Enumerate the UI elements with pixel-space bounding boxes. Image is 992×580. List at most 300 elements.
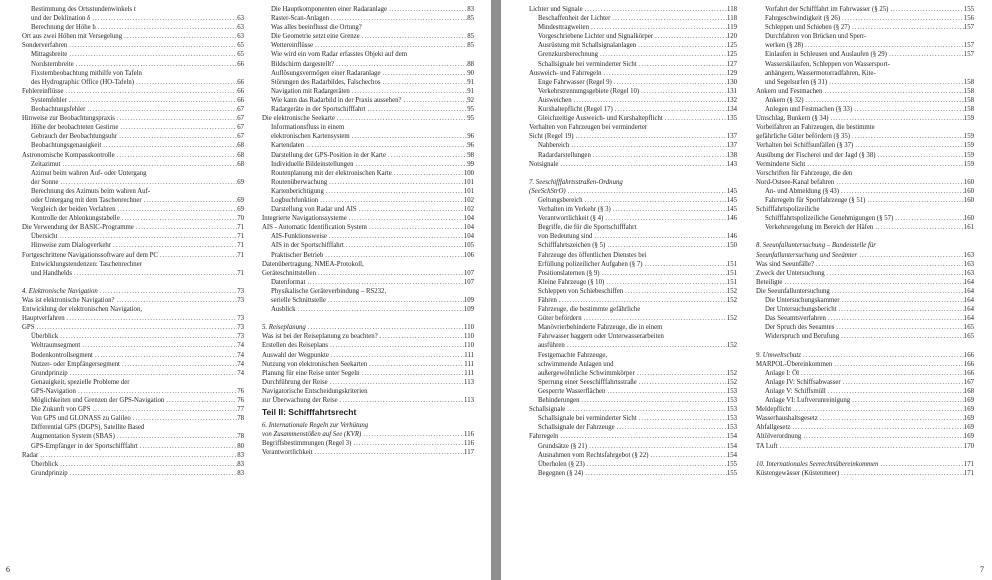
toc-page-number: 73 — [237, 315, 244, 323]
leader-dots — [611, 205, 727, 214]
toc-entry-title: Der Untersuchungsbericht — [765, 306, 837, 314]
toc-entry — [22, 351, 244, 360]
toc-page-number: 129 — [726, 69, 737, 77]
leader-dots — [38, 451, 237, 460]
toc-page-number: 105 — [463, 242, 474, 250]
toc-entry — [756, 60, 974, 69]
toc-entry — [529, 5, 737, 14]
leader-dots — [347, 214, 464, 223]
leader-dots — [857, 251, 964, 260]
toc-page-number: 85 — [467, 15, 474, 23]
toc-page-number: 73 — [237, 297, 244, 304]
toc-page-number: 110 — [464, 342, 474, 350]
toc-entry — [262, 169, 474, 178]
toc-entry — [529, 260, 737, 269]
toc-page-number: 164 — [963, 287, 974, 295]
toc-page-number: 65 — [237, 51, 244, 59]
leader-dots — [782, 278, 963, 287]
toc-entry — [529, 60, 737, 69]
toc-entry-title: Integrierte Navigationssysteme — [262, 215, 347, 223]
toc-entry — [529, 396, 737, 405]
toc-entry-title: Begriffsbestimmungen (Regel 3) — [262, 440, 352, 448]
toc-entry-title: AIS-Funktionsweise — [271, 233, 327, 241]
leader-dots — [825, 269, 964, 278]
toc-entry — [262, 387, 474, 396]
toc-entry — [22, 305, 244, 314]
toc-entry — [529, 460, 737, 469]
toc-entry-title: Sperrung einer Seeschifffahrtsstraße — [538, 378, 637, 386]
toc-entry-title: Anlage V: Schiffsmüll — [765, 387, 826, 395]
toc-entry — [22, 460, 244, 469]
toc-entry — [529, 50, 737, 59]
toc-entry-title: Fortgeschrittene Navigationssoftware auf dem PC — [22, 251, 158, 259]
leader-dots — [313, 448, 464, 457]
toc-entry-title: Fähren — [538, 297, 557, 304]
leader-dots — [592, 232, 726, 241]
toc-entry-title: Wasserhaushaltsgesetz — [756, 415, 818, 423]
toc-page-number: 71 — [237, 224, 244, 232]
toc-entry — [22, 205, 244, 214]
toc-page-number: 145 — [726, 196, 737, 204]
toc-page-number: 165 — [963, 333, 974, 341]
toc-page-number: 101 — [463, 178, 474, 186]
toc-page-number: 171 — [963, 460, 974, 468]
leader-dots — [318, 196, 464, 205]
toc-entry — [756, 387, 974, 396]
toc-entry — [756, 87, 974, 96]
toc-entry — [262, 214, 474, 223]
leader-dots — [360, 32, 468, 41]
toc-entry — [262, 296, 474, 305]
toc-entry-title: Ankern (§ 32) — [765, 96, 804, 104]
toc-entry-title: Küstengewässer (Küstenmeer) — [756, 469, 840, 477]
toc-entry-title: 9. Umweltschutz — [756, 351, 801, 359]
spacer — [756, 232, 974, 241]
leader-dots — [360, 369, 465, 378]
toc-entry-title: werken (§ 28) — [765, 42, 804, 50]
toc-entry-title: Kartenberichtigung — [271, 187, 324, 195]
toc-page-number: 138 — [726, 151, 737, 159]
leader-dots — [582, 314, 727, 323]
leader-dots — [850, 396, 964, 405]
toc-page-number: 164 — [963, 306, 974, 314]
toc-entry — [22, 87, 244, 96]
leader-dots — [115, 205, 237, 214]
toc-entry-title: Durchfahren von Brücken und Sperr- — [765, 33, 867, 41]
leader-dots — [134, 223, 237, 232]
toc-entry-title: Navigation mit Radargeräten — [271, 87, 350, 95]
toc-entry — [262, 41, 474, 50]
toc-page-number: 116 — [464, 431, 474, 439]
toc-entry-title: (SeeSchStrO) — [529, 187, 566, 195]
toc-page-number: 169 — [963, 433, 974, 441]
leader-dots — [122, 32, 237, 41]
toc-chapter-entry — [756, 241, 974, 250]
toc-page-number: 109 — [463, 306, 474, 314]
leader-dots — [598, 50, 727, 59]
toc-entry — [262, 351, 474, 360]
toc-entry-title: Überholen (§ 23) — [538, 460, 585, 468]
toc-page-number: 146 — [726, 233, 737, 241]
leader-dots — [115, 114, 237, 123]
toc-entry-title: 7. Seeschifffahrtsstraßen-Ordnung — [529, 178, 623, 186]
toc-entry — [22, 260, 244, 269]
toc-page-number: 152 — [726, 369, 737, 377]
toc-entry — [22, 50, 244, 59]
leader-dots — [74, 60, 238, 69]
toc-page-number: 110 — [464, 324, 474, 332]
leader-dots — [323, 251, 464, 260]
toc-entry-title: Genauigkeit, spezielle Probleme der — [31, 378, 130, 386]
toc-page-number: 145 — [726, 206, 737, 214]
leader-dots — [58, 460, 237, 469]
toc-entry — [756, 196, 974, 205]
leader-dots — [93, 351, 237, 360]
toc-page-number: 99 — [467, 160, 474, 168]
toc-entry — [756, 178, 974, 187]
toc-entry-title: Datenformat — [271, 278, 306, 286]
leader-dots — [587, 442, 727, 451]
leader-dots — [801, 351, 964, 360]
toc-chapter-entry — [756, 251, 974, 260]
toc-entry — [262, 50, 474, 59]
toc-entry — [529, 41, 737, 50]
toc-entry — [756, 14, 974, 23]
toc-chapter-entry — [262, 323, 474, 332]
toc-entry-title: Anlegen und Festmachen (§ 33) — [765, 106, 853, 114]
leader-dots — [158, 251, 237, 260]
toc-chapter-entry — [262, 430, 474, 439]
toc-entry-title: Bestimmung des Ortsstundenwinkels t — [31, 6, 136, 13]
toc-entry — [262, 132, 474, 141]
toc-entry — [262, 187, 474, 196]
toc-entry-title: Von GPS und GLONASS zu Galileo — [31, 415, 131, 423]
toc-entry-title: 4. Elektronische Navigation — [22, 287, 98, 295]
toc-entry — [22, 14, 244, 23]
toc-entry — [262, 232, 474, 241]
leader-dots — [778, 442, 964, 451]
toc-entry-title: Wettereinflüsse — [271, 42, 314, 50]
leader-dots — [663, 114, 727, 123]
toc-entry-title: schwimmende Anlagen und — [538, 360, 614, 368]
leader-dots — [605, 241, 726, 250]
toc-entry — [22, 123, 244, 132]
toc-page-number: 152 — [726, 378, 737, 386]
toc-page-number: 69 — [237, 178, 244, 186]
toc-page-number: 146 — [726, 215, 737, 223]
toc-page-number: 74 — [237, 351, 244, 359]
toc-page-number: 78 — [237, 433, 244, 441]
toc-entry — [22, 196, 244, 205]
toc-page-number: 111 — [464, 351, 474, 359]
toc-entry-title: Was alles beeinflusst die Ortung? — [271, 24, 362, 32]
toc-entry-title: Festgemachte Fahrzeuge, — [538, 351, 608, 359]
toc-entry — [22, 105, 244, 114]
toc-entry-title: Verantwortlichkeit — [262, 449, 313, 457]
toc-page-number: 159 — [963, 160, 974, 168]
toc-column-3 — [529, 5, 737, 478]
toc-page-number: 120 — [726, 33, 737, 41]
toc-entry — [756, 469, 974, 478]
leader-dots — [814, 260, 964, 269]
toc-page-number: 107 — [463, 278, 474, 286]
toc-page-number: 68 — [237, 151, 244, 159]
leader-dots — [306, 323, 464, 332]
toc-page-number: 137 — [726, 142, 737, 150]
leader-dots — [80, 341, 237, 350]
toc-entry — [529, 305, 737, 314]
toc-entry — [756, 305, 974, 314]
toc-page-number: 107 — [463, 269, 474, 277]
leader-dots — [834, 323, 964, 332]
leader-dots — [67, 41, 237, 50]
toc-entry — [529, 360, 737, 369]
leader-dots — [366, 105, 468, 114]
toc-entry-title: Vorfahrt der Schifffahrt im Fahrwasser (§ 25) — [765, 6, 889, 13]
toc-page-number: 67 — [237, 133, 244, 141]
toc-entry-title: Berechnung der Höhe h — [31, 24, 96, 32]
toc-page-number: 164 — [963, 315, 974, 323]
toc-entry-title: Nordsternbreite — [31, 60, 74, 68]
toc-entry — [529, 223, 737, 232]
toc-entry-title: Schallsignale der Fahrzeuge — [538, 424, 615, 432]
toc-page-number: 169 — [963, 406, 974, 414]
toc-page-number: 85 — [467, 33, 474, 41]
toc-entry-title: Fahrregeln — [529, 433, 559, 441]
toc-entry-title: Vorgeschriebene Lichter und Signalkörper — [538, 33, 654, 41]
toc-entry — [22, 41, 244, 50]
toc-page-number: 137 — [726, 133, 737, 141]
toc-page-number: 158 — [963, 78, 974, 86]
toc-page-number: 63 — [237, 33, 244, 41]
leader-dots — [324, 187, 464, 196]
toc-page-number: 153 — [726, 424, 737, 432]
leader-dots — [635, 369, 727, 378]
leader-dots — [887, 50, 964, 59]
toc-entry — [22, 60, 244, 69]
leader-dots — [653, 32, 727, 41]
toc-page-number: 152 — [726, 315, 737, 323]
spacer — [262, 314, 474, 323]
toc-entry-title: Planung für eine Reise unter Segeln — [262, 369, 360, 377]
toc-entry-title: Anlage VI: Luftverunreinigung — [765, 397, 851, 405]
toc-entry-title: Geräteschnittstellen — [262, 269, 316, 277]
toc-entry-title: Gebrauch der Beobachtungsuhr — [31, 133, 118, 141]
toc-entry — [756, 214, 974, 223]
toc-entry — [529, 160, 737, 169]
toc-entry — [529, 414, 737, 423]
right-page — [501, 0, 992, 580]
toc-entry-title: Die elektronische Seekarte — [262, 115, 335, 123]
toc-entry-title: Vorschriften für Fahrzeuge, die den — [756, 169, 853, 177]
toc-entry-title: des Hydrographic Office (HO-Tafeln) — [31, 78, 135, 86]
toc-entry — [529, 114, 737, 123]
toc-page-number: 95 — [467, 106, 474, 114]
toc-entry-title: Praktischer Betrieb — [271, 251, 324, 259]
leader-dots — [636, 41, 727, 50]
toc-entry — [756, 123, 974, 132]
toc-entry — [529, 132, 737, 141]
toc-entry-title: Ausweichen — [538, 96, 572, 104]
toc-page-number: 118 — [727, 6, 737, 13]
spacer — [22, 278, 244, 287]
leader-dots — [839, 469, 964, 478]
toc-entry-title: Azimut beim wahren Auf- oder Untergang — [31, 169, 147, 177]
toc-entry-title: Schallsignale bei verminderter Sicht — [538, 60, 637, 68]
toc-page-number: 159 — [963, 142, 974, 150]
leader-dots — [367, 223, 464, 232]
toc-entry-title: Grundprinzip — [31, 369, 68, 377]
leader-dots — [565, 341, 727, 350]
toc-entry-title: Ausrüstung mit Schallsignalanlagen — [538, 42, 637, 50]
toc-page-number: 151 — [726, 260, 737, 268]
leader-dots — [572, 96, 727, 105]
toc-entry-title: Begriffe, die für die Sportschifffahrt — [538, 224, 637, 232]
toc-entry-title: Mindesttragweiten — [538, 24, 589, 32]
toc-entry-title: Grundsätze (§ 21) — [538, 442, 588, 450]
toc-page-number: 166 — [963, 360, 974, 368]
toc-entry-title: Individuelle Bildeinstellungen — [271, 160, 354, 168]
toc-page-number: 152 — [726, 287, 737, 295]
toc-entry — [262, 78, 474, 87]
leader-dots — [392, 169, 464, 178]
toc-entry-title: Schifffahrtszeichen (§ 5) — [538, 242, 606, 250]
toc-page-number: 95 — [467, 115, 474, 123]
toc-entry-title: Sicht (Regel 19) — [529, 133, 574, 141]
toc-page-number: 168 — [963, 387, 974, 395]
toc-entry — [756, 23, 974, 32]
toc-page-number: 74 — [237, 342, 244, 350]
toc-entry-title: Durchführung der Reise — [262, 378, 328, 386]
toc-entry — [22, 141, 244, 150]
leader-dots — [334, 60, 467, 69]
toc-entry-title: Ort aus zwei Höhen mit Versegelung — [22, 33, 123, 41]
leader-dots — [354, 160, 468, 169]
leader-dots — [98, 287, 237, 296]
toc-entry — [529, 278, 737, 287]
leader-dots — [350, 87, 467, 96]
leader-dots — [639, 87, 727, 96]
toc-entry — [22, 369, 244, 378]
toc-page-number: 153 — [726, 415, 737, 423]
spacer — [529, 169, 737, 178]
leader-dots — [888, 5, 963, 14]
toc-page-number: 100 — [463, 169, 474, 177]
leader-dots — [637, 378, 727, 387]
toc-entry-title: Erfüllung polizeilicher Aufgaben (§ 7) — [538, 260, 643, 268]
toc-entry-title: Was ist elektronische Navigation? — [22, 297, 115, 304]
leader-dots — [327, 232, 464, 241]
toc-entry-title: Die Zukunft von GPS — [31, 406, 91, 414]
toc-page-number: 73 — [237, 287, 244, 295]
leader-dots — [296, 305, 464, 314]
leader-dots — [826, 314, 964, 323]
toc-entry-title: Anlage IV: Schiffsabwasser — [765, 378, 841, 386]
leader-dots — [134, 78, 237, 87]
leader-dots — [115, 151, 238, 160]
toc-entry-title: und Handhelds — [31, 269, 72, 277]
toc-page-number: 96 — [467, 133, 474, 141]
toc-entry-title: Enge Fahrwasser (Regel 9) — [538, 78, 612, 86]
toc-entry-title: Kleine Fahrzeuge (§ 10) — [538, 278, 605, 286]
toc-entry-title: Zeitazimut — [31, 160, 61, 168]
toc-page-number: 127 — [726, 60, 737, 68]
toc-entry-title: Grenzkursberechnung — [538, 51, 599, 59]
toc-page-number: 63 — [237, 15, 244, 23]
toc-entry — [262, 160, 474, 169]
toc-entry — [262, 241, 474, 250]
toc-entry-title: Verkehrsregelung im Bereich der Häfen — [765, 224, 874, 232]
toc-page-number: 169 — [963, 424, 974, 432]
toc-entry — [756, 287, 974, 296]
toc-entry — [262, 178, 474, 187]
toc-entry — [756, 396, 974, 405]
toc-entry — [756, 160, 974, 169]
toc-entry-title: Verantwortlichkeit (§ 4) — [538, 215, 604, 223]
toc-entry-title: Fahrregeln für Sportfahrzeuge (§ 51) — [765, 196, 866, 204]
leader-dots — [120, 214, 237, 223]
leader-dots — [380, 69, 467, 78]
toc-page-number: 167 — [963, 378, 974, 386]
toc-page-number: 171 — [963, 469, 974, 477]
toc-entry — [262, 205, 474, 214]
leader-dots — [357, 205, 464, 214]
toc-entry — [529, 251, 737, 260]
toc-entry-title: elektronischen Kartensystem — [271, 133, 350, 141]
toc-page-number: 159 — [963, 115, 974, 123]
toc-page-number: 78 — [237, 415, 244, 423]
toc-entry — [22, 332, 244, 341]
toc-page-number: 125 — [726, 51, 737, 59]
leader-dots — [873, 223, 963, 232]
toc-page-number: 152 — [726, 297, 737, 304]
toc-page-number: 163 — [963, 260, 974, 268]
toc-entry-title: Möglichkeiten und Grenzen der GPS-Navigation — [31, 397, 165, 405]
toc-entry — [756, 323, 974, 332]
toc-entry-title: Altölverordnung — [756, 433, 802, 441]
toc-page-number: 113 — [464, 397, 474, 405]
toc-entry-title: TA Luft — [756, 442, 778, 450]
toc-chapter-entry — [262, 421, 474, 430]
toc-page-number: 66 — [237, 60, 244, 68]
toc-entry-title: Weltraumsegment — [31, 342, 81, 350]
toc-entry — [262, 32, 474, 41]
toc-page-number: 166 — [963, 369, 974, 377]
toc-entry-title: Notsignale — [529, 160, 559, 168]
toc-page-number: 156 — [963, 15, 974, 23]
toc-entry-title: Die Hauptkomponenten einer Radaranlage — [271, 6, 388, 13]
toc-entry-title: 10. Internationales Seerechtsübereinkommen — [756, 460, 879, 468]
leader-dots — [878, 460, 963, 469]
leader-dots — [566, 187, 727, 196]
toc-entry — [22, 396, 244, 405]
toc-entry-title: Sonderverfahren — [22, 42, 68, 50]
toc-page-number: 73 — [237, 324, 244, 332]
toc-chapter-entry — [529, 187, 737, 196]
toc-entry-title: Routenüberwachung — [271, 178, 328, 186]
toc-entry-title: Berechnung des Azimuts beim wahren Auf- — [31, 187, 151, 195]
toc-page-number: 67 — [237, 106, 244, 114]
toc-entry-title: Nahbereich — [538, 142, 570, 150]
leader-dots — [574, 132, 727, 141]
leader-dots — [115, 296, 238, 305]
leader-dots — [328, 378, 464, 387]
leader-dots — [350, 132, 467, 141]
toc-entry-title: oder Untergang mit dem Taschenrechner — [31, 196, 142, 204]
toc-entry-title: 6. Internationale Regeln zur Verhütung — [262, 422, 369, 430]
leader-dots — [827, 78, 964, 87]
toc-page-number: 76 — [237, 397, 244, 405]
